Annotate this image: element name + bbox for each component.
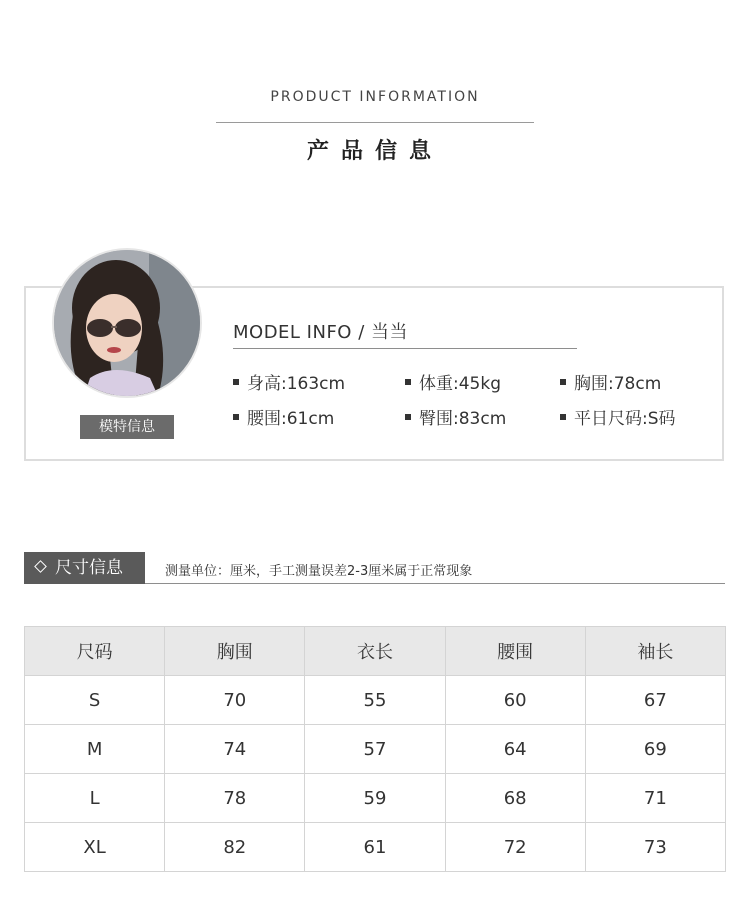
diamond-icon bbox=[34, 560, 47, 573]
table-cell: 67 bbox=[585, 676, 725, 725]
table-cell: 55 bbox=[305, 676, 445, 725]
table-row bbox=[25, 676, 726, 725]
size-table bbox=[24, 626, 726, 872]
column-header: 尺码 bbox=[25, 627, 165, 676]
table-cell: 69 bbox=[585, 725, 725, 774]
bullet-icon bbox=[405, 379, 411, 385]
table-cell: 70 bbox=[165, 676, 305, 725]
model-title-divider bbox=[233, 348, 577, 349]
bullet-icon bbox=[560, 414, 566, 420]
product-info-title-cn: 产品信息 bbox=[306, 139, 443, 164]
header-divider bbox=[216, 122, 534, 123]
table-cell: 57 bbox=[305, 725, 445, 774]
bullet-icon bbox=[233, 414, 239, 420]
column-header: 衣长 bbox=[305, 627, 445, 676]
size-info-tag: 尺寸信息 bbox=[24, 552, 145, 584]
measurement-note: 测量单位：厘米，手工测量误差2-3厘米属于正常现象 bbox=[165, 564, 473, 579]
table-cell: M bbox=[25, 725, 165, 774]
table-header-row bbox=[25, 627, 726, 676]
size-info-divider bbox=[145, 583, 725, 584]
table-row bbox=[25, 823, 726, 872]
column-header: 腰围 bbox=[445, 627, 585, 676]
table-cell: 73 bbox=[585, 823, 725, 872]
table-cell: 60 bbox=[445, 676, 585, 725]
bullet-icon bbox=[233, 379, 239, 385]
table-cell: 74 bbox=[165, 725, 305, 774]
bullet-icon bbox=[405, 414, 411, 420]
table-cell: XL bbox=[25, 823, 165, 872]
model-info-title: MODEL INFO / 当当 bbox=[233, 322, 408, 343]
model-avatar bbox=[52, 248, 202, 398]
model-stat-bust: 胸围:78cm bbox=[560, 369, 661, 394]
table-row bbox=[25, 774, 726, 823]
table-cell: 64 bbox=[445, 725, 585, 774]
table-cell: 61 bbox=[305, 823, 445, 872]
model-info-tag: 模特信息 bbox=[80, 415, 174, 439]
model-stat-hip: 臀围:83cm bbox=[405, 404, 506, 429]
table-cell: L bbox=[25, 774, 165, 823]
table-cell: S bbox=[25, 676, 165, 725]
table-cell: 72 bbox=[445, 823, 585, 872]
model-stat-weight: 体重:45kg bbox=[405, 369, 501, 394]
model-stat-usual-size: 平日尺码:S码 bbox=[560, 404, 676, 429]
column-header: 胸围 bbox=[165, 627, 305, 676]
table-cell: 68 bbox=[445, 774, 585, 823]
column-header: 袖长 bbox=[585, 627, 725, 676]
table-row bbox=[25, 725, 726, 774]
table-cell: 71 bbox=[585, 774, 725, 823]
bullet-icon bbox=[560, 379, 566, 385]
table-cell: 82 bbox=[165, 823, 305, 872]
product-info-title-en: PRODUCT INFORMATION bbox=[270, 89, 480, 105]
model-stat-height: 身高:163cm bbox=[233, 369, 345, 394]
table-cell: 59 bbox=[305, 774, 445, 823]
model-stat-waist: 腰围:61cm bbox=[233, 404, 334, 429]
table-cell: 78 bbox=[165, 774, 305, 823]
